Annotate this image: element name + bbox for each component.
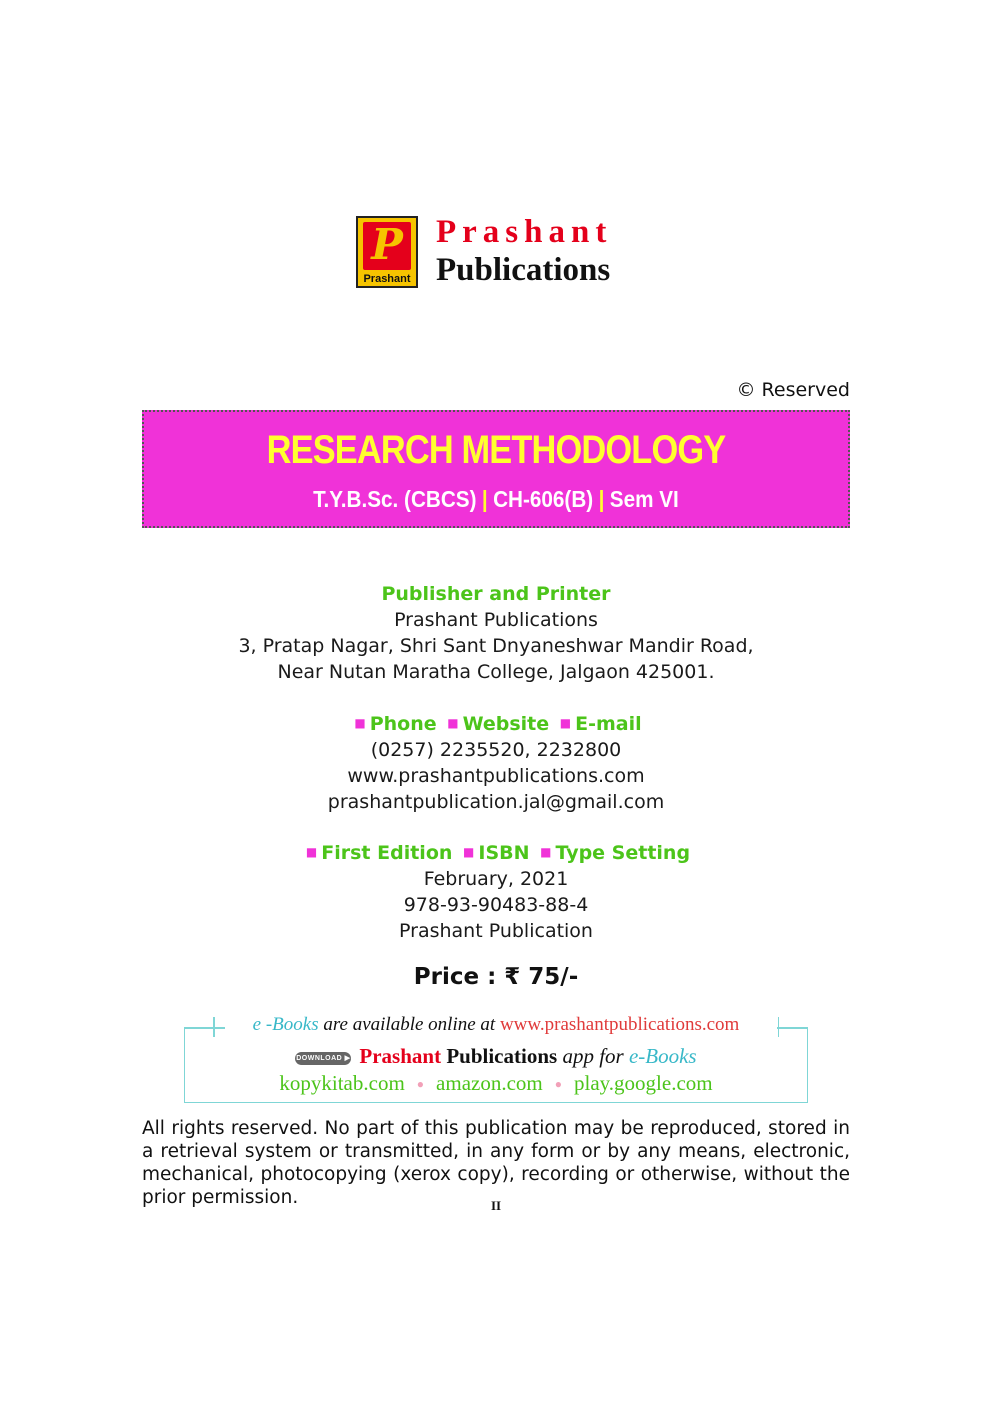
ebooks-text: are available online at [323, 1014, 496, 1035]
bullet-icon: ■ [540, 845, 552, 859]
publisher-line: 3, Pratap Nagar, Shri Sant Dnyaneshwar Mandir Road, [238, 635, 754, 657]
page-number: II [490, 1198, 502, 1213]
dot-icon: ● [554, 1077, 562, 1091]
brand-name-line1: Prashant [436, 214, 613, 250]
app-brand-red: Prashant [359, 1044, 442, 1068]
rights-notice: All rights reserved. No part of this publication may be reproduced, stored in a retrieval system or transmitted, in any form or by any means, electronic, mechanical, photocopying (xerox copy), recording or otherwise, without the prior permission. [142, 1118, 850, 1208]
copyright-notice: © Reserved [736, 379, 850, 401]
edition-date: February, 2021 [423, 868, 569, 890]
edition-typesetting: Prashant Publication [399, 920, 593, 942]
store-link-kopykitab[interactable]: kopykitab.com [279, 1071, 405, 1095]
subtitle-code: CH-606(B) [493, 486, 594, 512]
store-link-google-play[interactable]: play.google.com [574, 1071, 713, 1095]
bullet-icon: ■ [447, 716, 459, 730]
contact-email: prashantpublication.jal@gmail.com [327, 791, 665, 813]
ebooks-label: e -Books [252, 1014, 319, 1035]
book-title: RESEARCH METHODOLOGY [266, 428, 726, 472]
bullet-icon: ■ [463, 845, 475, 859]
dot-icon: ● [416, 1077, 425, 1091]
contact-heading-website: Website [462, 713, 550, 735]
edition-block [0, 839, 992, 944]
subtitle-course: T.Y.B.Sc. (CBCS) [313, 486, 477, 512]
contact-heading [0, 710, 992, 737]
contact-block [0, 710, 992, 815]
contact-phone: (0257) 2235520, 2232800 [370, 739, 622, 761]
subtitle-separator: | [481, 486, 488, 512]
edition-heading-first: First Edition [321, 842, 453, 864]
title-banner [142, 410, 850, 528]
bullet-icon: ■ [305, 845, 318, 859]
app-brand-black: Publications [446, 1044, 558, 1068]
logo-letter: P [371, 220, 403, 269]
logo-word: Prashant [363, 273, 411, 285]
download-badge-icon[interactable]: DOWNLOAD ▶ [295, 1052, 351, 1065]
publisher-logo [356, 216, 418, 288]
book-subtitle [179, 486, 813, 513]
ebooks-line [184, 1014, 808, 1036]
publisher-line: Prashant Publications [394, 609, 598, 631]
contact-heading-phone: Phone [369, 713, 437, 735]
bullet-icon: ■ [354, 716, 366, 730]
contact-website: www.prashantpublications.com [347, 765, 645, 787]
app-text: app for [562, 1044, 624, 1068]
bullet-icon: ■ [559, 716, 572, 730]
subtitle-semester: Sem VI [609, 486, 679, 512]
edition-heading-typesetting: Type Setting [555, 842, 691, 864]
ebooks-stores [184, 1071, 808, 1096]
price: Price : ₹ 75/- [413, 964, 579, 990]
ebooks-app-line [184, 1044, 808, 1069]
ebooks-website-link[interactable]: www.prashantpublications.com [499, 1014, 740, 1035]
store-link-amazon[interactable]: amazon.com [436, 1071, 543, 1095]
contact-heading-email: E-mail [575, 713, 642, 735]
app-ebooks-label: e-Books [628, 1044, 697, 1068]
publisher-block [0, 581, 992, 685]
publisher-heading: Publisher and Printer [381, 583, 611, 605]
subtitle-separator: | [598, 486, 605, 512]
edition-heading [0, 839, 992, 866]
publisher-line: Near Nutan Maratha College, Jalgaon 425001. [277, 661, 715, 683]
logo-mark [363, 222, 411, 270]
edition-heading-isbn: ISBN [478, 842, 530, 864]
edition-isbn: 978-93-90483-88-4 [403, 894, 589, 916]
brand-name-line2: Publications [436, 252, 611, 288]
